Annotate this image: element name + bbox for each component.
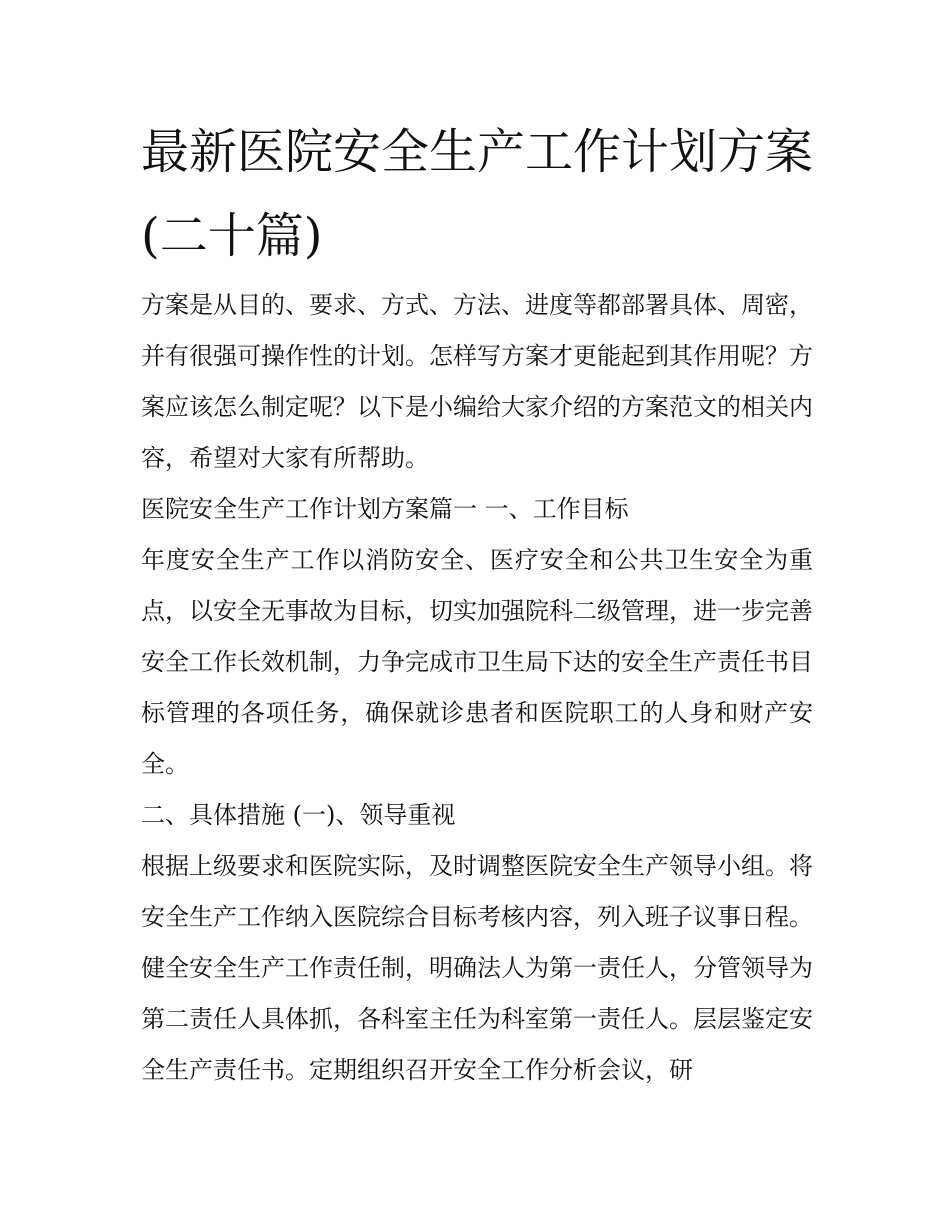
section1-heading: 医院安全生产工作计划方案篇一 一、工作目标 — [141, 495, 629, 523]
section1-paragraph: 年度安全生产工作以消防安全、医疗安全和公共卫生安全为重点，以安全无事故为目标，切实加强院科二级管理，进一步完善安全工作长效机制，力争完成市卫生局下达的安全生产责任书目标管理的各项任务，确保就诊患者和医院职工的人身和财产安全。 — [141, 546, 813, 778]
section2-heading: 二、具体措施 (一)、领导重视 — [141, 801, 456, 829]
intro-paragraph: 方案是从目的、要求、方式、方法、进度等都部署具体、周密，并有很强可操作性的计划。怎样写方案才更能起到其作用呢？方案应该怎么制定呢？以下是小编给大家介绍的方案范文的相关内容，希望对大家有所帮助。 — [141, 291, 813, 472]
document-title: 最新医院安全生产工作计划方案(二十篇) — [141, 124, 814, 264]
document-content — [141, 110, 813, 1096]
section2-paragraph: 根据上级要求和医院实际，及时调整医院安全生产领导小组。将安全生产工作纳入医院综合目标考核内容，列入班子议事日程。健全安全生产工作责任制，明确法人为第一责任人，分管领导为第二责任人具体抓，各科室主任为科室第一责任人。层层鉴定安全生产责任书。定期组织召开安全工作分析会议，研 — [141, 852, 813, 1084]
